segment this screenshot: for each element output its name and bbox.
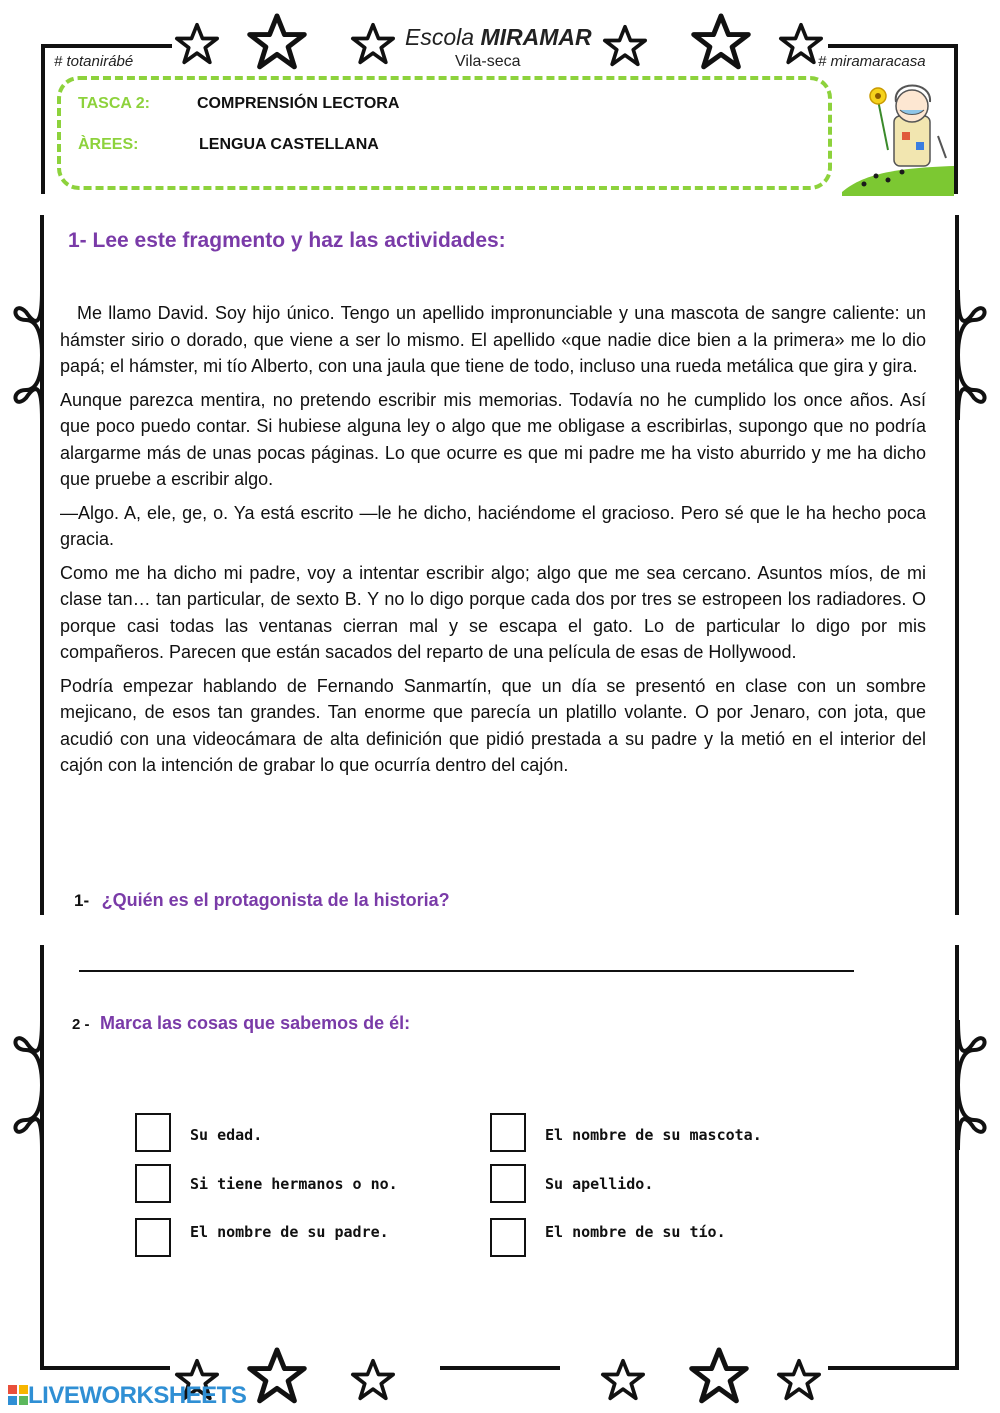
option-checkbox[interactable] — [490, 1164, 526, 1203]
frame-bottom-left — [40, 1366, 170, 1370]
liveworksheets-logo[interactable] — [8, 1382, 246, 1410]
area-value: LENGUA CASTELLANA — [199, 136, 379, 153]
option-label: Si tiene hermanos o no. — [190, 1175, 398, 1193]
frame-top-right — [828, 44, 958, 48]
question-1-text: ¿Quién es el protagonista de la historia? — [101, 890, 450, 910]
left-swirl-ornament — [8, 290, 48, 420]
logo-grid-icon — [8, 1385, 28, 1405]
frame-right-bottom — [955, 945, 959, 1370]
option-label: Su apellido. — [545, 1175, 654, 1193]
star-icon — [688, 1346, 750, 1406]
star-icon — [776, 1358, 822, 1402]
option-label: El nombre de su padre. — [190, 1223, 389, 1241]
option-label: Su edad. — [190, 1126, 263, 1144]
question-1-number: 1- — [74, 891, 90, 910]
star-icon — [602, 24, 648, 68]
frame-right-top — [954, 44, 958, 194]
school-town: Vila-seca — [455, 53, 521, 70]
hashtag-left: # totanirábé — [54, 53, 134, 70]
task-header-box — [57, 76, 832, 190]
star-icon — [246, 12, 308, 72]
question-1 — [74, 890, 450, 911]
frame-left-top — [41, 44, 45, 194]
star-icon — [350, 22, 396, 66]
right-swirl-ornament — [952, 290, 992, 420]
school-name: MIRAMAR — [480, 24, 592, 50]
star-icon — [246, 1346, 308, 1406]
option-checkbox[interactable] — [490, 1218, 526, 1257]
task-label: TASCA 2: — [78, 95, 150, 112]
right-swirl-ornament-lower — [952, 1020, 992, 1150]
frame-bottom-right — [828, 1366, 958, 1370]
question-2-text: Marca las cosas que sabemos de él: — [99, 1013, 411, 1033]
task-value: COMPRENSIÓN LECTORA — [197, 95, 400, 112]
star-icon — [350, 1358, 396, 1402]
reading-paragraph: Podría empezar hablando de Fernando Sanmartín, que un día se presentó en clase con un sombre mejicano, de esos tan grandes. Tan enorme que parecía un platillo volante. O por Jenaro, con jota, que acudió con una videocámara de alta definición que pidió prestada a su padre y la metió en el interior del cajón con la intención de grabar lo que ocurría dentro del cajón. — [60, 675, 926, 775]
option-label: El nombre de su mascota. — [545, 1126, 762, 1144]
school-title — [405, 24, 592, 51]
question-2-number: 2 - — [72, 1016, 90, 1033]
left-swirl-ornament-lower — [8, 1020, 48, 1150]
reading-paragraph: Aunque parezca mentira, no pretendo escribir mis memorias. Todavía no he cumplido los once años. Así que poco puedo contar. Si hubiese alguna ley o algo que me obligase a escribirlas, supongo que no podría alargarme más de unas pocas páginas. Lo que ocurre es que mi padre me ha visto aburrido y me ha dicho que pruebe a escribir algo. — [60, 389, 926, 489]
frame-bottom-center — [440, 1366, 560, 1370]
option-checkbox[interactable] — [135, 1218, 171, 1257]
answer-line[interactable] — [79, 970, 854, 972]
activity-title: 1- Lee este fragmento y haz las actividades: — [68, 229, 506, 252]
school-prefix: Escola — [405, 24, 475, 50]
reading-paragraph: Como me ha dicho mi padre, voy a intentar escribir algo; algo que me sea cercano. Asuntos míos, de mi clase tan… tan particular, de sexto B. Y no lo digo porque cada dos por tres se estropeen los radiadores. O porque casi todas las ventanas cierran mal y se escapa el gato. Lo de particular lo digo por mis compañeros. Parecen que están sacados del reparto de una película de esas de Hollywood. — [60, 562, 926, 662]
option-label: El nombre de su tío. — [545, 1223, 726, 1241]
star-icon — [690, 12, 752, 72]
frame-top-left — [42, 44, 172, 48]
star-icon — [600, 1358, 646, 1402]
reading-paragraph: —Algo. A, ele, ge, o. Ya está escrito —le he dicho, haciéndome el gracioso. Pero sé que le ha hecho poca gracia. — [60, 502, 926, 549]
child-with-flower-illustration — [842, 80, 954, 196]
option-checkbox[interactable] — [135, 1164, 171, 1203]
logo-text: LIVEWORKSHEETS — [28, 1382, 247, 1409]
question-2 — [72, 1013, 410, 1034]
frame-left-bottom — [40, 945, 44, 1370]
star-icon — [174, 22, 220, 66]
reading-passage — [60, 300, 926, 786]
area-label: ÀREES: — [78, 136, 139, 153]
option-checkbox[interactable] — [490, 1113, 526, 1152]
hashtag-right: # miramaracasa — [818, 53, 926, 70]
reading-paragraph: Me llamo David. Soy hijo único. Tengo un apellido impronunciable y una mascota de sangre caliente: un hámster sirio o dorado, que viene a ser lo mismo. El apellido «que nadie dice bien a la primera» me lo dio papá; el hámster, mi tío Alberto, con una jaula que tiene de todo, incluso una rueda metálica que gira y gira. — [60, 303, 926, 376]
option-checkbox[interactable] — [135, 1113, 171, 1152]
